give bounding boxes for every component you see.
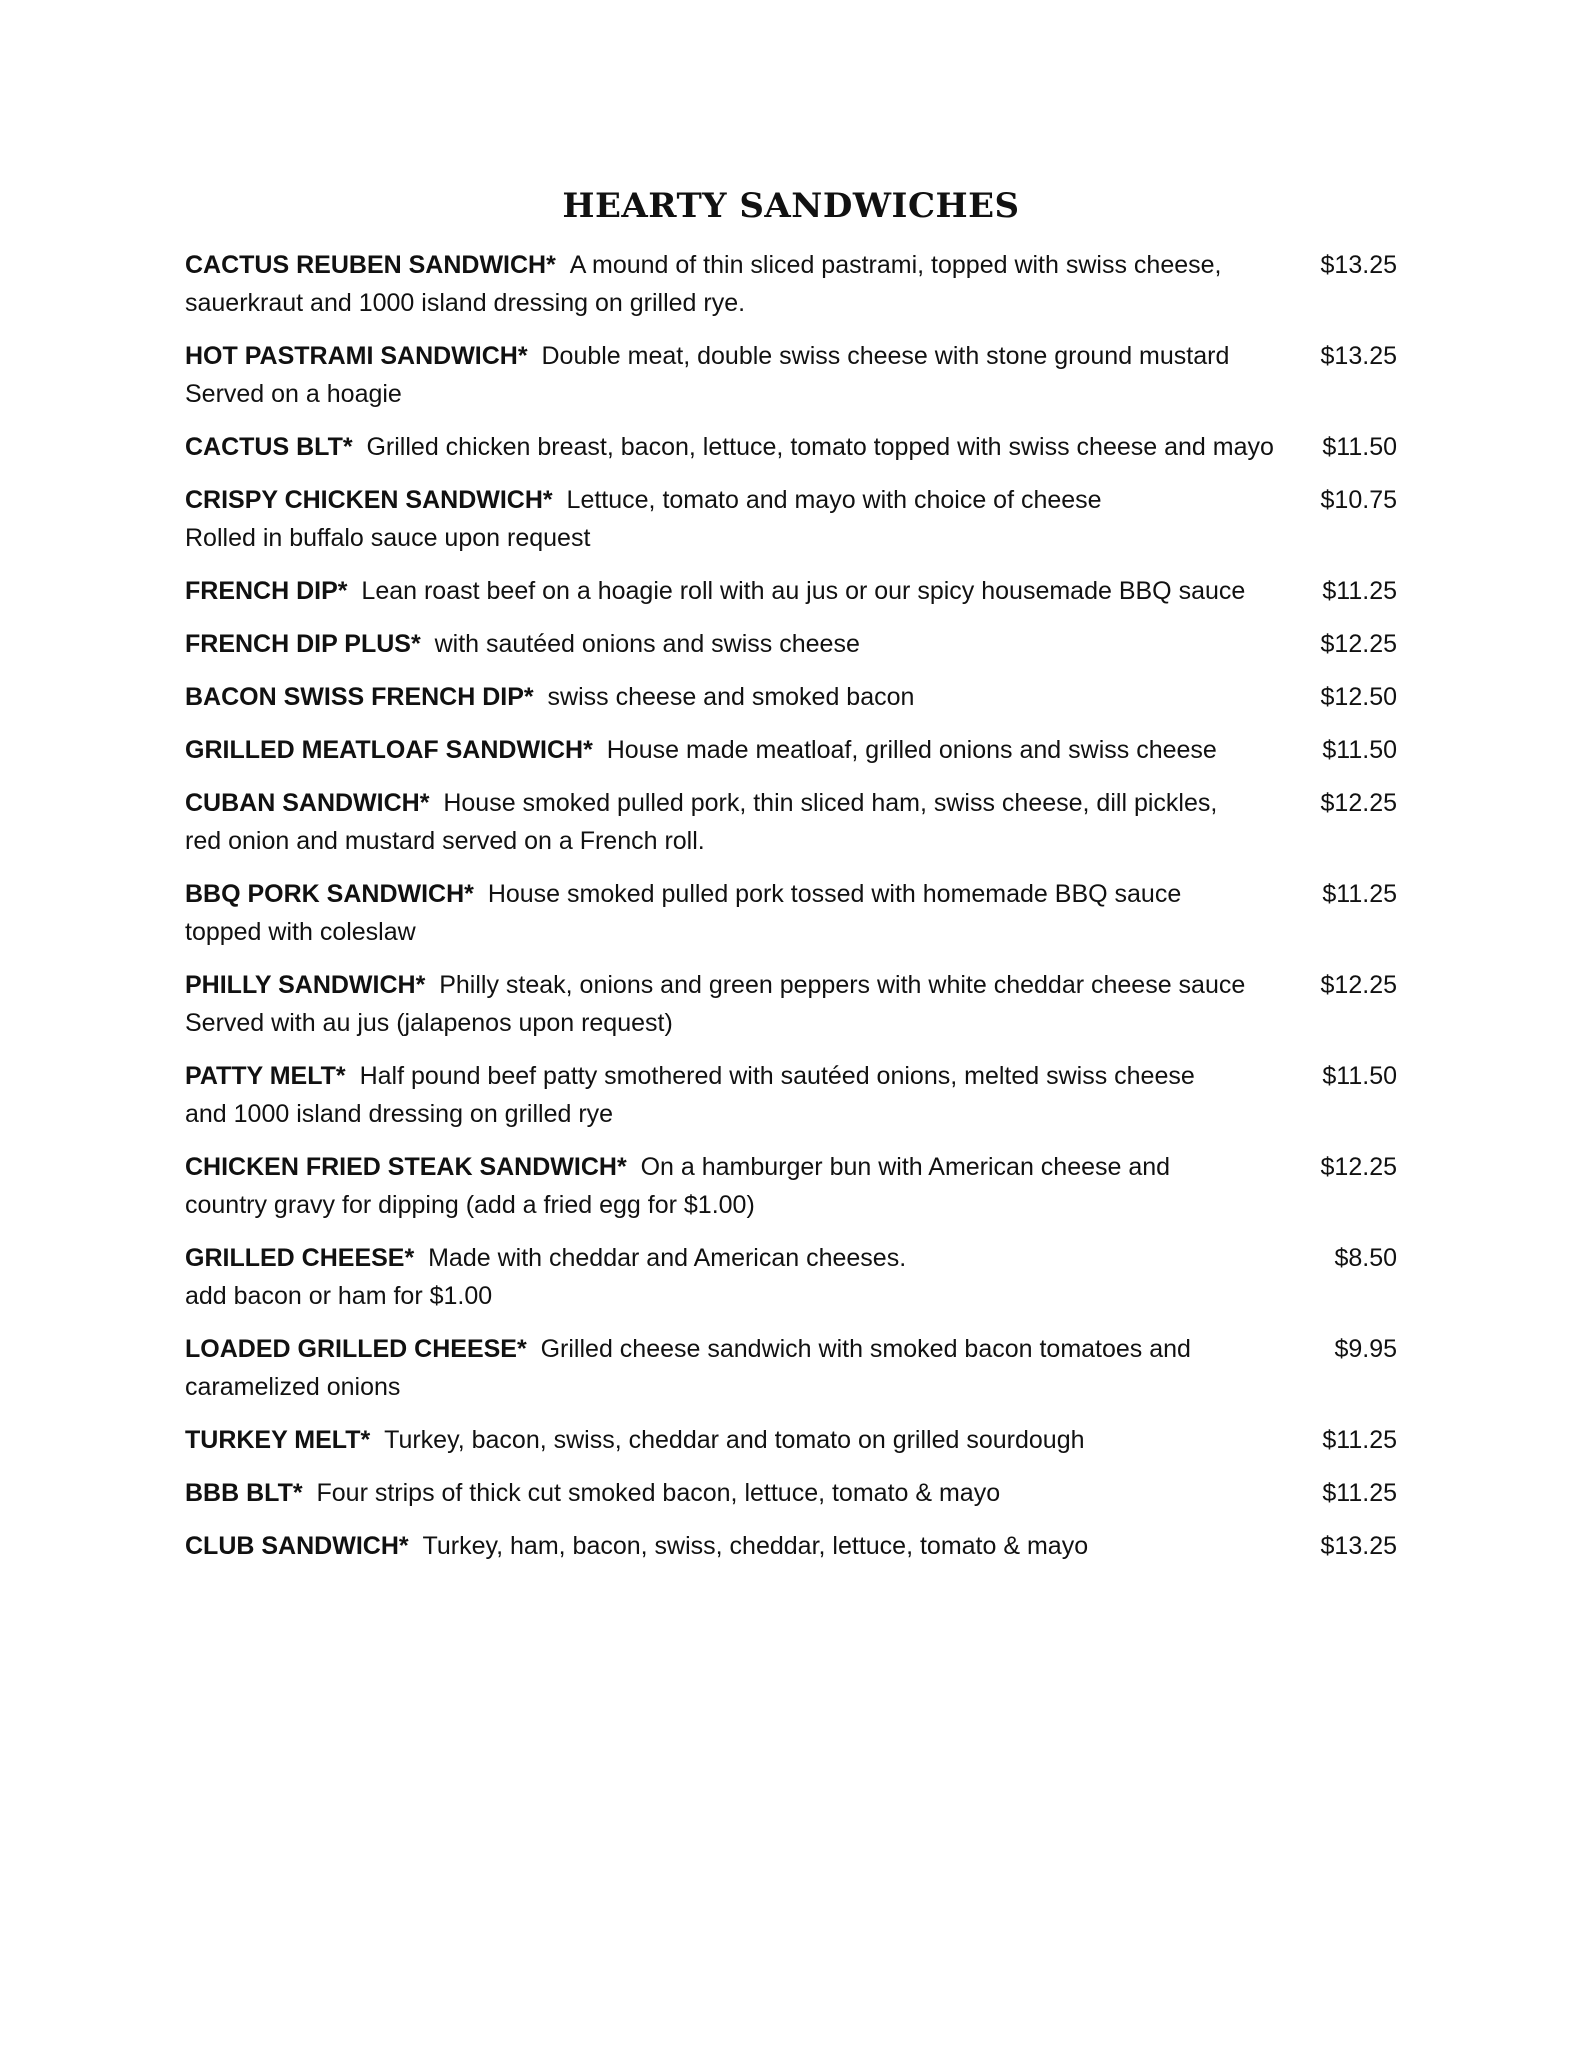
menu-item-price: $12.25 [1320, 630, 1397, 658]
menu-item-description: House made meatloaf, grilled onions and swiss cheese [606, 736, 1217, 764]
menu-item-text [185, 625, 1305, 663]
menu-item-description: Made with cheddar and American cheeses. [428, 1244, 907, 1272]
menu-item-line [185, 1330, 1397, 1368]
menu-item-extra: Served with au jus (jalapenos upon request) [185, 1009, 673, 1037]
menu-item-list [185, 246, 1397, 1580]
menu-item-text [185, 1474, 1305, 1512]
menu-item-line [185, 678, 1397, 716]
menu-item-price: $13.25 [1320, 342, 1397, 370]
menu-item-price: $11.50 [1322, 433, 1397, 461]
menu-item-line [185, 1148, 1397, 1186]
menu-item-name: TURKEY MELT* [185, 1426, 371, 1454]
menu-item-name: GRILLED CHEESE* [185, 1244, 415, 1272]
menu-item-name: PHILLY SANDWICH* [185, 971, 426, 999]
menu-item-name: LOADED GRILLED CHEESE* [185, 1335, 527, 1363]
menu-item-name: BBB BLT* [185, 1479, 303, 1507]
menu-item-text [185, 572, 1305, 610]
menu-item-extra: red onion and mustard served on a French roll. [185, 827, 705, 855]
menu-item [185, 1527, 1397, 1565]
menu-item-description: Turkey, bacon, swiss, cheddar and tomato on grilled sourdough [384, 1426, 1085, 1454]
menu-item [185, 428, 1397, 466]
menu-item [185, 1330, 1397, 1406]
menu-item-text [185, 1239, 1305, 1277]
menu-item-description: with sautéed onions and swiss cheese [434, 630, 860, 658]
menu-item-price: $12.50 [1320, 683, 1397, 711]
menu-item-line [185, 966, 1397, 1004]
menu-item [185, 1421, 1397, 1459]
menu-item [185, 481, 1397, 557]
menu-item [185, 337, 1397, 413]
menu-item-line [185, 625, 1397, 663]
menu-item-price: $9.95 [1334, 1335, 1397, 1363]
menu-item-name: PATTY MELT* [185, 1062, 346, 1090]
menu-item-text [185, 784, 1305, 822]
menu-item-text [185, 428, 1305, 466]
menu-item-line [185, 246, 1397, 284]
menu-item-text [185, 1148, 1305, 1186]
menu-item-description: Turkey, ham, bacon, swiss, cheddar, lettuce, tomato & mayo [422, 1532, 1089, 1560]
menu-item-text [185, 1057, 1305, 1095]
menu-item-description: Grilled cheese sandwich with smoked bacon tomatoes and [540, 1335, 1191, 1363]
menu-item-price: $13.25 [1320, 251, 1397, 279]
menu-item-description: swiss cheese and smoked bacon [547, 683, 915, 711]
menu-item-name: BACON SWISS FRENCH DIP* [185, 683, 534, 711]
menu-item-price: $12.25 [1320, 789, 1397, 817]
menu-item-price: $12.25 [1320, 1153, 1397, 1181]
menu-item [185, 1057, 1397, 1133]
menu-item-name: CLUB SANDWICH* [185, 1532, 409, 1560]
menu-item-description: House smoked pulled pork tossed with homemade BBQ sauce [487, 880, 1182, 908]
menu-item-name: FRENCH DIP* [185, 577, 348, 605]
menu-item [185, 784, 1397, 860]
menu-item-description: House smoked pulled pork, thin sliced ham, swiss cheese, dill pickles, [443, 789, 1218, 817]
menu-item [185, 1148, 1397, 1224]
menu-item-line [185, 1239, 1397, 1277]
menu-item-line [185, 572, 1397, 610]
menu-item-description: Four strips of thick cut smoked bacon, lettuce, tomato & mayo [316, 1479, 1001, 1507]
menu-item-extra: add bacon or ham for $1.00 [185, 1282, 493, 1310]
menu-item-price: $11.50 [1322, 1062, 1397, 1090]
menu-item-line [185, 481, 1397, 519]
menu-item-line [185, 1421, 1397, 1459]
menu-item [185, 1239, 1397, 1315]
menu-item-price: $11.25 [1322, 1426, 1397, 1454]
menu-item-extra: sauerkraut and 1000 island dressing on grilled rye. [185, 289, 746, 317]
menu-item-name: CRISPY CHICKEN SANDWICH* [185, 486, 553, 514]
menu-item-description: Lean roast beef on a hoagie roll with au jus or our spicy housemade BBQ sauce [361, 577, 1246, 605]
menu-item-name: CHICKEN FRIED STEAK SANDWICH* [185, 1153, 627, 1181]
menu-item-name: HOT PASTRAMI SANDWICH* [185, 342, 528, 370]
menu-item-price: $11.25 [1322, 880, 1397, 908]
menu-item-price: $11.25 [1322, 1479, 1397, 1507]
menu-item-line [185, 731, 1397, 769]
menu-item-line [185, 875, 1397, 913]
menu-item-extra: Rolled in buffalo sauce upon request [185, 524, 591, 552]
menu-item-extra: topped with coleslaw [185, 918, 416, 946]
menu-item-text [185, 481, 1305, 519]
menu-item-line [185, 1474, 1397, 1512]
menu-item-text [185, 731, 1305, 769]
menu-item-extra: and 1000 island dressing on grilled rye [185, 1100, 614, 1128]
menu-item-extra: country gravy for dipping (add a fried egg for $1.00) [185, 1191, 755, 1219]
menu-title: HEARTY SANDWICHES [562, 186, 1020, 226]
menu-item-name: GRILLED MEATLOAF SANDWICH* [185, 736, 593, 764]
menu-item-price: $11.25 [1322, 577, 1397, 605]
menu-item-text [185, 966, 1305, 1004]
menu-item-text [185, 337, 1305, 375]
menu-item [185, 246, 1397, 322]
menu-item-text [185, 678, 1305, 716]
menu-item-name: BBQ PORK SANDWICH* [185, 880, 474, 908]
menu-item [185, 731, 1397, 769]
menu-item-price: $11.50 [1322, 736, 1397, 764]
menu-item-name: CACTUS REUBEN SANDWICH* [185, 251, 556, 279]
menu-item-line [185, 1057, 1397, 1095]
menu-item-extra: caramelized onions [185, 1373, 401, 1401]
menu-item-description: Double meat, double swiss cheese with stone ground mustard [541, 342, 1230, 370]
menu-item-name: FRENCH DIP PLUS* [185, 630, 421, 658]
menu-item-line [185, 1527, 1397, 1565]
menu-item [185, 966, 1397, 1042]
menu-item [185, 572, 1397, 610]
menu-item-price: $13.25 [1320, 1532, 1397, 1560]
menu-item-name: CACTUS BLT* [185, 433, 353, 461]
menu-item-line [185, 784, 1397, 822]
menu-item [185, 875, 1397, 951]
menu-item-description: Lettuce, tomato and mayo with choice of cheese [566, 486, 1102, 514]
menu-item-line [185, 337, 1397, 375]
menu-item [185, 678, 1397, 716]
menu-item-text [185, 246, 1305, 284]
menu-item-description: Grilled chicken breast, bacon, lettuce, tomato topped with swiss cheese and mayo [366, 433, 1274, 461]
menu-item-name: CUBAN SANDWICH* [185, 789, 430, 817]
menu-item-text [185, 1330, 1305, 1368]
menu-item-price: $12.25 [1320, 971, 1397, 999]
menu-item-description: On a hamburger bun with American cheese and [640, 1153, 1171, 1181]
menu-item-text [185, 1527, 1305, 1565]
menu-item-line [185, 428, 1397, 466]
menu-item-price: $10.75 [1320, 486, 1397, 514]
menu-item-description: Philly steak, onions and green peppers with white cheddar cheese sauce [439, 971, 1246, 999]
menu-item-price: $8.50 [1334, 1244, 1397, 1272]
menu-item [185, 625, 1397, 663]
menu-item-text [185, 875, 1305, 913]
menu-item-extra: Served on a hoagie [185, 380, 402, 408]
menu-item [185, 1474, 1397, 1512]
menu-item-description: Half pound beef patty smothered with sautéed onions, melted swiss cheese [359, 1062, 1195, 1090]
menu-item-description: A mound of thin sliced pastrami, topped with swiss cheese, [569, 251, 1222, 279]
menu-item-text [185, 1421, 1305, 1459]
